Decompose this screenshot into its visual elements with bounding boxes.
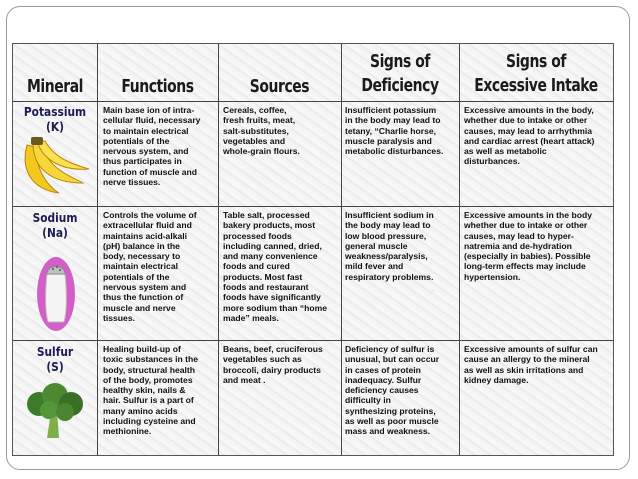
potassium-deficiency: Insufficient potassium in the body may lead to tetany, “Charlie horse, muscle paralysis and metabolic disturbances. xyxy=(345,105,444,157)
column-divider xyxy=(218,44,219,455)
mineral-symbol: (K) xyxy=(46,119,64,134)
mineral-symbol: (S) xyxy=(46,359,64,374)
header-divider xyxy=(13,101,613,102)
sodium-sources: Table salt, processed bakery products, most processed foods including canned, dried, and many convenience foods and cured products. Most fast foods and restaurant foods have significantly more sodium than “home made” meals. xyxy=(223,210,328,323)
header-functions: Functions xyxy=(121,76,194,97)
sodium-deficiency: Insufficient sodium in the body may lead to low blood pressure, general muscle weakness/paralysis, mild fever and respiratory problems. xyxy=(345,210,434,282)
column-divider xyxy=(97,44,98,455)
banana-icon xyxy=(19,137,91,197)
sulfur-excess: Excessive amounts of sulfur can cause an allergy to the mineral as well as skin irritations and kidney damage. xyxy=(464,344,598,385)
potassium-excess: Excessive amounts in the body, whether due to intake or other causes, may lead to arrhythmia and cardiac arrest (heart attack) as well as metabolic disturbances. xyxy=(464,105,595,167)
potassium-functions: Main base ion of intra- cellular fluid, necessary to maintain electrical potentials of the nervous system, and thus participates in function of muscle and nerve tissues. xyxy=(103,105,201,188)
header-deficiency-line1: Signs of xyxy=(369,51,431,72)
sulfur-deficiency: Deficiency of sulfur is unusual, but can occur in cases of protein inadequacy. Sulfur deficiency causes difficulty in synthesizing proteins, as well as poor muscle mass and weakness. xyxy=(345,344,440,437)
mineral-name: Potassium xyxy=(23,104,87,119)
broccoli-icon xyxy=(25,382,87,440)
sodium-functions: Controls the volume of extracellular fluid and maintains acid-alkali (pH) balance in the body, necessary to maintain electrical potentials of the nervous system and thus the function of muscle and nerve tissues. xyxy=(103,210,197,323)
header-mineral: Mineral xyxy=(26,76,84,97)
header-deficiency-line2: Deficiency xyxy=(361,75,439,96)
column-divider xyxy=(459,44,460,455)
sulfur-functions: Healing build-up of toxic substances in the body, structural health of the body, promotes healthy skin, nails & hair. Sulfur is a part of many amino acids including cysteine and methionine. xyxy=(103,344,199,437)
salt-shaker-icon xyxy=(35,252,77,332)
row-divider xyxy=(13,340,613,341)
minerals-table xyxy=(12,43,614,456)
row-divider xyxy=(13,206,613,207)
sodium-excess: Excessive amounts in the body whether due to intake or other causes, may lead to hyper- natremia and de-hydration (especially in babies). Possible long-term effects may include hypertension. xyxy=(464,210,592,282)
mineral-name: Sulfur xyxy=(36,344,74,359)
header-excess-line2: Excessive Intake xyxy=(474,75,598,96)
sulfur-sources: Beans, beef, cruciferous vegetables such as broccoli, dairy products and meat . xyxy=(223,344,323,385)
header-excess-line1: Signs of xyxy=(505,51,567,72)
header-sources: Sources xyxy=(249,76,310,97)
column-divider xyxy=(341,44,342,455)
mineral-symbol: (Na) xyxy=(42,225,68,240)
potassium-sources: Cereals, coffee, fresh fruits, meat, salt-substitutes, vegetables and whole-grain flours. xyxy=(223,105,300,157)
mineral-name: Sodium xyxy=(32,210,78,225)
